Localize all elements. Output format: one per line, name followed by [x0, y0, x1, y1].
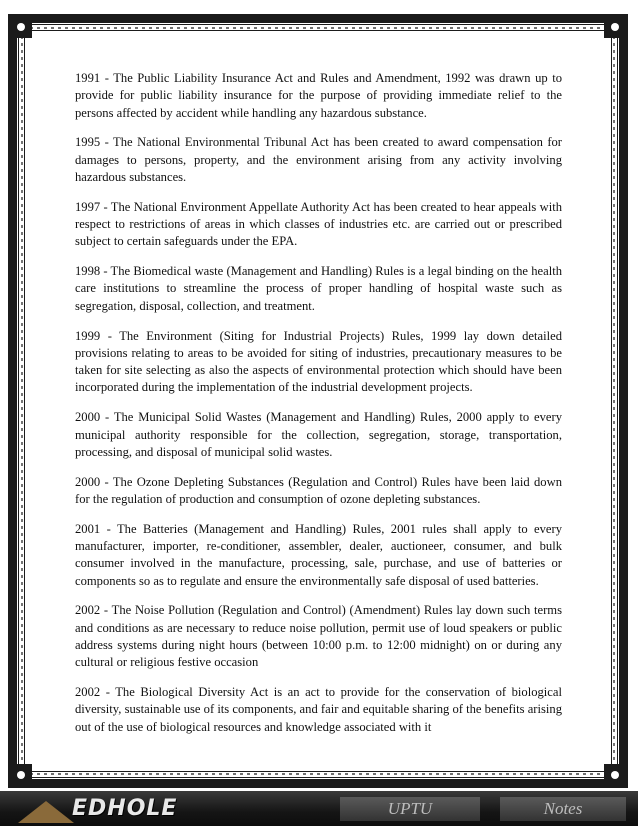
paragraph-2000-municipal: 2000 - The Municipal Solid Wastes (Management and Handling) Rules, 2000 apply to every municipal authority responsible for the collection, segregation, storage, transportation, processing, and disposal of municipal solid wastes. [75, 410, 562, 459]
paragraph-1991: 1991 - The Public Liability Insurance Act and Rules and Amendment, 1992 was drawn up to provide for public liability insurance for the purpose of providing immediate relief to the persons affected by accident while handling any hazardous substance. [75, 71, 562, 120]
paragraph-2000-ozone: 2000 - The Ozone Depleting Substances (Regulation and Control) Rules have been laid down for the regulation of production and consumption of ozone depleting substances. [75, 474, 562, 506]
paragraph-2001: 2001 - The Batteries (Management and Handling) Rules, 2001 rules shall apply to every manufacturer, importer, re-conditioner, assembler, dealer, auctioneer, consumer, and bulk consumer involved in the manufacture, processing, sale, purchase, and use of batteries or components so as to regulate and ensure the environmentally safe disposal of used batteries. [75, 521, 562, 588]
edhole-logo[interactable]: EDHOLE [72, 796, 178, 821]
pyramid-logo-icon [18, 801, 74, 823]
tab-uptu[interactable]: UPTU [340, 797, 480, 821]
paragraph-2002-biodiversity: 2002 - The Biological Diversity Act is an act to provide for the conservation of biological diversity, sustainable use of its components, and fair and equitable sharing of the benefits arising out of the use of biological resources and knowledge associated with it [75, 685, 562, 734]
footer-bar [0, 791, 638, 826]
tab-notes[interactable]: Notes [500, 797, 626, 821]
paragraph-1995: 1995 - The National Environmental Tribunal Act has been created to award compensation for damages to persons, property, and the environment arising from any activity involving hazardous substances. [75, 135, 562, 184]
paragraph-1998: 1998 - The Biomedical waste (Management and Handling) Rules is a legal binding on the health care institutions to streamline the process of proper handling of hospital waste such as segregation, disposal, collection, and treatment. [75, 264, 562, 313]
paragraph-1997: 1997 - The National Environment Appellate Authority Act has been created to hear appeals with respect to restrictions of areas in which classes of industries etc. are carried out or prescribed subject to certain safeguards under the EPA. [75, 199, 562, 249]
paragraph-1999: 1999 - The Environment (Siting for Industrial Projects) Rules, 1999 lay down detailed provisions relating to areas to be avoided for siting of industries, precautionary measures to be taken for site selecting as also the aspects of environmental protection which should have been incorporated during the implementation of the industrial development projects. [75, 328, 562, 395]
document-body [75, 70, 562, 749]
paragraph-2002-noise: 2002 - The Noise Pollution (Regulation and Control) (Amendment) Rules lay down such terms and conditions as are necessary to reduce noise pollution, permit use of loud speakers or public address systems during night hours (between 10:00 p.m. to 12:00 midnight) on or during any cultural or religious festive occasion [75, 603, 562, 670]
